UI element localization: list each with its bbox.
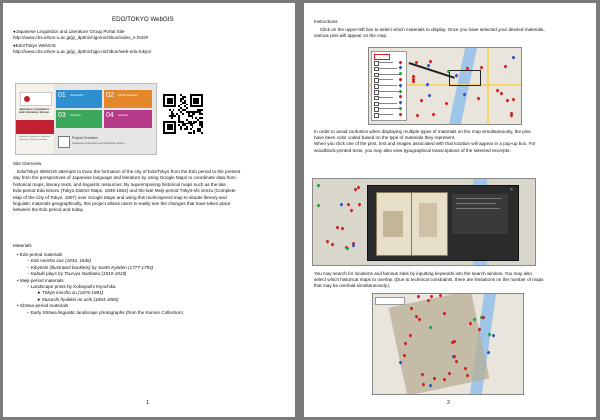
map-pin-icon[interactable] bbox=[358, 202, 362, 206]
paragraph-line: that may be overlaid simultaneously.) bbox=[314, 283, 390, 289]
map-pin-icon[interactable] bbox=[316, 183, 320, 187]
webgis-label: ●Edo/Tokyo WebGIS bbox=[13, 43, 56, 48]
paragraph-line: linguistic materials geographically, this project allows users to easily see the changes that have taken place bbox=[13, 201, 231, 206]
overview-heading: Site Overview bbox=[13, 161, 42, 166]
qr-module bbox=[173, 109, 175, 111]
materials-list-item: – Landscape prints by Kobayashi Kiyochika bbox=[27, 284, 116, 289]
map-pin-icon[interactable] bbox=[416, 114, 420, 118]
instructions-heading: Instructions bbox=[314, 19, 338, 24]
portal-site-link[interactable]: http://www.chs.nihon-u.ac.jp/jp_dpt/nichigo/nichibun/index_e.html# bbox=[13, 35, 149, 40]
map-pin-icon[interactable] bbox=[477, 96, 481, 100]
map-pin-icon[interactable] bbox=[509, 114, 513, 118]
map-pin-icon[interactable] bbox=[444, 102, 448, 106]
checkbox[interactable] bbox=[374, 67, 379, 72]
project-icon bbox=[58, 136, 70, 148]
select-box-option[interactable] bbox=[374, 90, 402, 93]
page-number: 2 bbox=[447, 400, 450, 406]
checkbox[interactable] bbox=[374, 90, 379, 95]
book-gutter bbox=[411, 193, 412, 255]
checkbox[interactable] bbox=[374, 96, 379, 101]
map-pin-icon[interactable] bbox=[336, 225, 340, 229]
pin-icon bbox=[398, 60, 402, 64]
qr-module bbox=[201, 126, 203, 128]
qr-module bbox=[193, 123, 195, 125]
webgis-link[interactable]: http://www.chs.nihon-u.ac.jp/jp_dpt/nichigo-nichibun/web-edo-tokyo/ bbox=[13, 49, 152, 54]
pin-icon bbox=[398, 77, 402, 81]
materials-list-item: • Shōwa-period materials bbox=[17, 303, 69, 309]
map-pin-icon[interactable] bbox=[511, 55, 515, 59]
option-label bbox=[379, 103, 397, 104]
materials-list-item: ➤ Musashi hyakkei no uchi (1884-1885) bbox=[37, 296, 119, 302]
river-shape bbox=[449, 48, 477, 124]
portal-site-banner-image bbox=[15, 83, 157, 155]
qr-module bbox=[186, 107, 188, 109]
text-line bbox=[456, 203, 496, 204]
woodblock-print-image bbox=[376, 192, 448, 256]
print-figure bbox=[383, 211, 403, 237]
qr-module bbox=[184, 96, 186, 98]
map-selection-screenshot bbox=[368, 47, 522, 125]
option-label bbox=[379, 79, 393, 80]
logo-mark-icon bbox=[24, 96, 30, 102]
document-page-1 bbox=[3, 3, 295, 417]
banner-tile-01[interactable]: 01 Introduction bbox=[56, 90, 102, 108]
banner-project-sub: Japanese Linguistics and Literature Group bbox=[72, 141, 125, 145]
pin-icon bbox=[398, 106, 402, 110]
option-label bbox=[379, 114, 393, 115]
paragraph-line: In order to avoid confusion when displaying multiple types of materials on the map simultaneously, the pins bbox=[314, 129, 531, 134]
paragraph-line: day from the perspectives of Japanese language and literature by using Google Maps to coordinate data from bbox=[13, 175, 236, 181]
checkbox[interactable] bbox=[374, 78, 379, 83]
select-box-option[interactable] bbox=[374, 61, 402, 64]
text-line bbox=[456, 198, 502, 199]
road-shape bbox=[487, 48, 489, 124]
map-pin-icon[interactable] bbox=[350, 208, 354, 212]
paragraph-line: between the Edo period and today. bbox=[13, 207, 84, 213]
option-label bbox=[379, 62, 393, 63]
highlight-box bbox=[449, 70, 481, 86]
map-pin-icon[interactable] bbox=[511, 98, 515, 102]
text-line bbox=[456, 208, 500, 209]
qr-module bbox=[174, 115, 176, 117]
banner-logo bbox=[20, 92, 52, 106]
paragraph-line: Edo/Tokyo WebGIS attempts to trace the formation of the city of Edo/Tokyo from the Edo period to the present bbox=[17, 169, 241, 174]
banner-project-overview[interactable]: Project Overview bbox=[72, 136, 98, 140]
print-figure bbox=[419, 203, 437, 237]
qr-module bbox=[180, 104, 182, 106]
qr-module bbox=[171, 117, 173, 119]
map-pin-icon[interactable] bbox=[340, 226, 344, 230]
map-pin-icon[interactable] bbox=[495, 89, 499, 93]
close-icon[interactable]: × bbox=[510, 187, 513, 193]
materials-list-item: ➤ Tōkyō meisho zu (1876-1881) bbox=[37, 290, 104, 296]
map-pin-icon[interactable] bbox=[427, 93, 431, 97]
select-box-header bbox=[374, 54, 390, 60]
map-pin-icon[interactable] bbox=[351, 244, 355, 248]
select-box-option[interactable] bbox=[374, 84, 402, 87]
qr-module bbox=[182, 113, 184, 115]
qr-module bbox=[186, 104, 188, 106]
pin-icon bbox=[398, 66, 402, 70]
map-pin-icon[interactable] bbox=[486, 350, 490, 354]
document-page-2 bbox=[304, 3, 596, 417]
qr-module bbox=[201, 117, 203, 119]
banner-tile-03[interactable]: 03 Research bbox=[56, 110, 102, 128]
paragraph-line: various pins will appear on the map. bbox=[314, 33, 388, 39]
checkbox[interactable] bbox=[374, 102, 379, 107]
paragraph-line: Click on the upper-left box to select which materials to display. Once you have selected your desired materials, bbox=[320, 27, 545, 32]
materials-list-item: – Early Shōwa linguistic landscape photographs (from the Kamon Collection) bbox=[27, 309, 184, 315]
map-search-box[interactable] bbox=[375, 297, 405, 305]
material-select-box[interactable] bbox=[371, 51, 407, 121]
paragraph-line: select which historical maps to overlay. (Due to technical constraints, there are limitations on the number of maps bbox=[314, 277, 544, 283]
option-label bbox=[379, 68, 397, 69]
qr-module bbox=[193, 132, 195, 134]
popup-transcription bbox=[452, 194, 508, 234]
qr-module bbox=[192, 126, 194, 128]
paragraph-line: When you click one of the pins, text and images associated with that location will appear in a pop-up box. For bbox=[314, 141, 536, 147]
popup-box bbox=[367, 185, 519, 261]
pin-icon bbox=[398, 71, 402, 75]
qr-module bbox=[195, 121, 197, 123]
document-title: EDO/TOKYO WebGIS bbox=[112, 16, 174, 23]
qr-finder bbox=[193, 98, 199, 104]
checkbox[interactable] bbox=[374, 61, 379, 66]
paragraph-line: You may search for locations and famous sites by inputting keywords into the search window. You may also bbox=[314, 271, 532, 276]
checkbox[interactable] bbox=[374, 107, 379, 112]
qr-module bbox=[186, 128, 188, 130]
pin-icon bbox=[398, 83, 402, 87]
paragraph-line: have been color coded based on the type of materials they represent. bbox=[314, 135, 456, 141]
map-pin-icon[interactable] bbox=[491, 333, 495, 337]
checkbox[interactable] bbox=[374, 113, 379, 118]
pin-icon bbox=[398, 100, 402, 104]
qr-module bbox=[190, 132, 192, 134]
pin-icon bbox=[398, 112, 402, 116]
map-pin-icon[interactable] bbox=[347, 203, 351, 207]
select-box-option[interactable] bbox=[374, 67, 402, 70]
map-pin-icon[interactable] bbox=[420, 98, 424, 102]
qr-finder bbox=[167, 124, 173, 130]
map-pin-icon[interactable] bbox=[504, 64, 508, 68]
map-pin-icon[interactable] bbox=[330, 243, 334, 247]
select-box-option[interactable] bbox=[374, 96, 402, 99]
pin-icon bbox=[398, 89, 402, 93]
map-pin-icon[interactable] bbox=[479, 65, 483, 69]
map-pin-icon[interactable] bbox=[416, 294, 420, 298]
select-box-option[interactable] bbox=[374, 102, 402, 105]
qr-code-icon bbox=[163, 94, 203, 134]
banner-tile-04[interactable]: 04 Archives bbox=[104, 110, 152, 128]
option-label bbox=[379, 97, 393, 98]
materials-list-item: • Meiji-period materials bbox=[17, 277, 64, 283]
map-pin-icon[interactable] bbox=[316, 204, 320, 208]
qr-module bbox=[201, 113, 203, 115]
materials-list-item: – Edo meisho zue (1834, 1836) bbox=[27, 258, 92, 264]
popup-screenshot bbox=[312, 178, 536, 266]
select-box-option[interactable] bbox=[374, 113, 402, 116]
select-box-option[interactable] bbox=[374, 107, 402, 110]
map-pin-icon[interactable] bbox=[325, 239, 329, 243]
map-pin-icon[interactable] bbox=[499, 91, 503, 95]
qr-finder bbox=[167, 98, 173, 104]
map-pin-icon[interactable] bbox=[506, 99, 510, 103]
paragraph-line: Edo-period Edo kiriezu (Tokyo District Maps, 1849-1862) and the late Meiji-period Tōkyō-shi zenzu (Complete bbox=[13, 188, 236, 194]
banner-side-text: Japanese Linguistics, Japanese Literature, Chinese Literature bbox=[19, 136, 51, 141]
qr-module bbox=[201, 132, 203, 134]
map-pin-icon[interactable] bbox=[339, 202, 343, 206]
checkbox[interactable] bbox=[374, 84, 379, 89]
materials-list-item: – Kibyōshi (illustrated booklets) by Santō Kyōden (1777-1793) bbox=[27, 264, 154, 270]
materials-heading: Materials bbox=[13, 243, 32, 248]
page-number: 1 bbox=[146, 400, 149, 406]
map-pin-icon[interactable] bbox=[432, 113, 436, 117]
qr-module bbox=[193, 113, 195, 115]
banner-red-band bbox=[16, 120, 54, 134]
paragraph-line: woodblock-printed texts, you may also view typographical transcriptions of the selected excerpts. bbox=[314, 147, 511, 153]
qr-module bbox=[192, 117, 194, 119]
checkbox[interactable] bbox=[374, 73, 379, 78]
banner-left-panel bbox=[16, 84, 54, 154]
materials-list-item: • Edo-period materials bbox=[17, 252, 63, 257]
paragraph-line: historical maps, literary texts, and linguistic resources. By superimposing historical maps such as the late bbox=[13, 181, 226, 187]
qr-module bbox=[201, 109, 203, 111]
select-box-option[interactable] bbox=[374, 78, 402, 81]
map-overlay-screenshot bbox=[372, 293, 524, 395]
portal-site-label: ●Japanese Linguistics and Literature Group Portal Site bbox=[13, 29, 125, 34]
pin-icon bbox=[398, 95, 402, 99]
paragraph-line: Map of the City of Tokyo, 1907) over Google Maps and using this multi-layered map to situate literary and bbox=[13, 194, 227, 200]
banner-tile-02[interactable]: 02 Faculty Members bbox=[104, 90, 152, 108]
materials-list-item: – Kabuki plays by Tsuruya Nanboku (1810-1819) bbox=[27, 271, 127, 277]
option-label bbox=[379, 85, 397, 86]
qr-module bbox=[190, 128, 192, 130]
select-box-option[interactable] bbox=[374, 73, 402, 76]
banner-site-name: Japanese Linguistics and Literature Group bbox=[19, 107, 50, 115]
qr-module bbox=[180, 128, 182, 130]
map-pin-icon[interactable] bbox=[345, 247, 349, 251]
